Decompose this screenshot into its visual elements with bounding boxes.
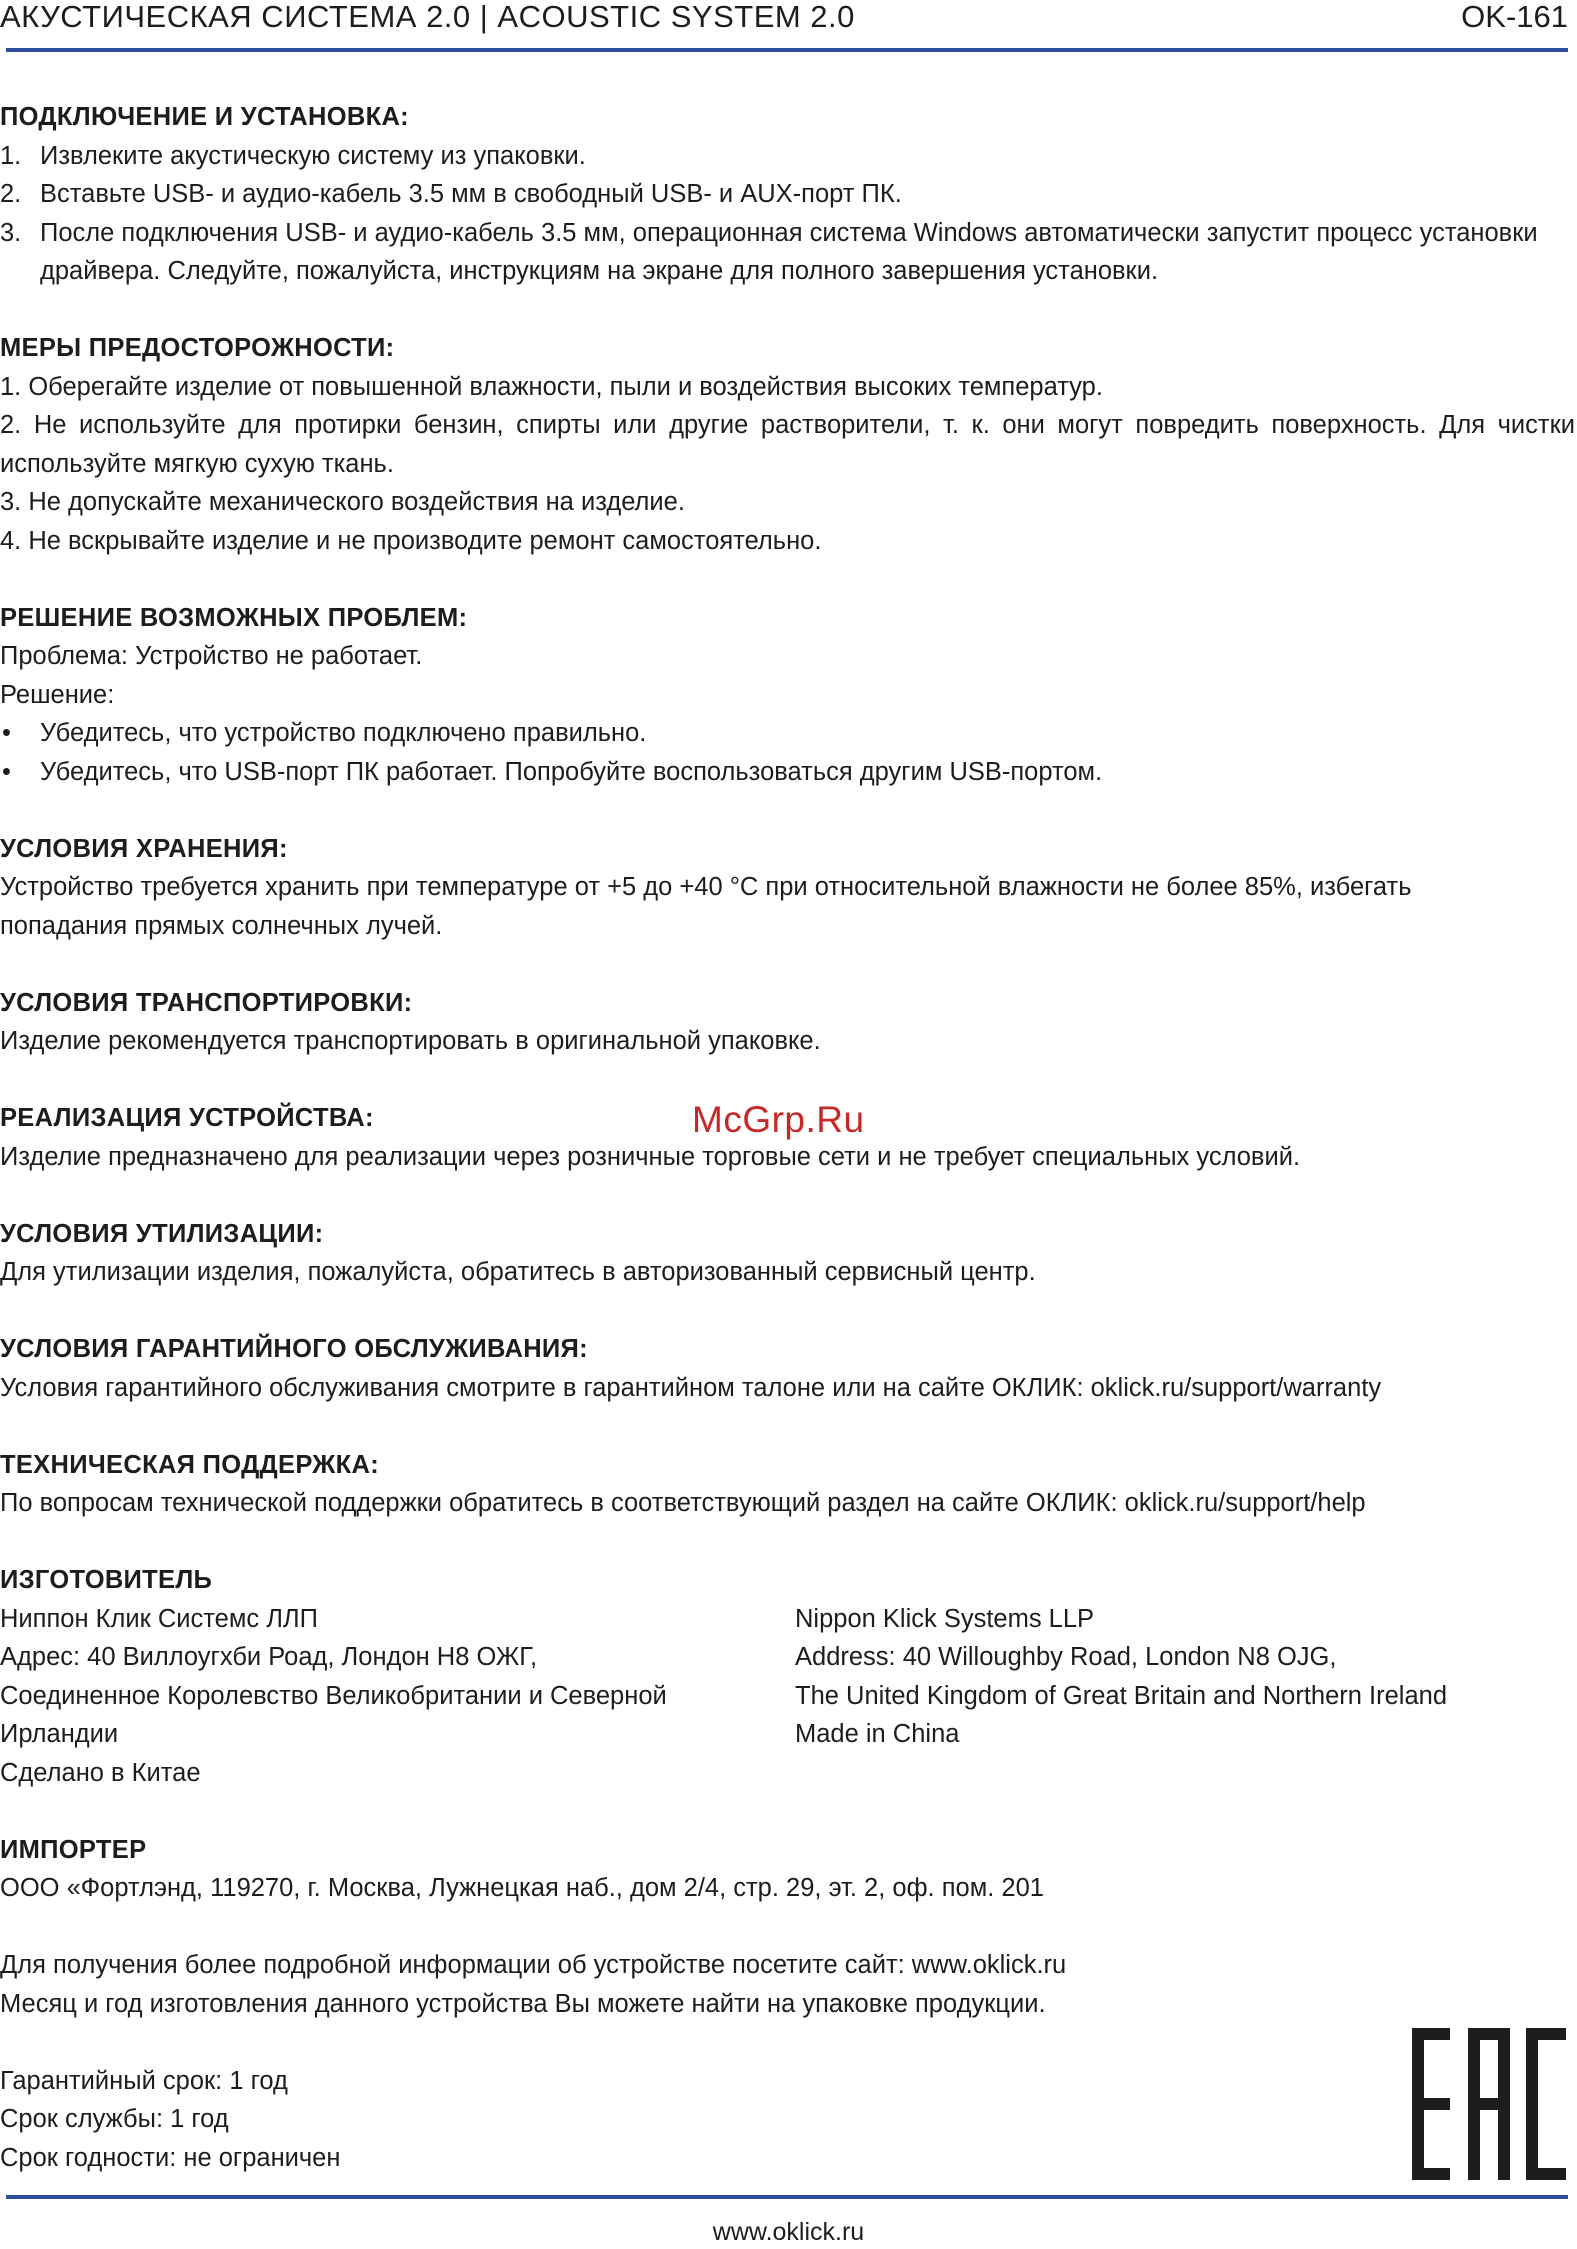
support-text: По вопросам технической поддержки обратитесь в соответствующий раздел на сайте ОКЛИК: oklick.ru/support/help [0,1489,1366,1517]
storage-section [0,830,1575,946]
page-header [0,0,1568,48]
manufacturer-ru [0,1600,795,1793]
warranty-text: Условия гарантийного обслуживания смотрите в гарантийном талоне или на сайте ОКЛИК: oklick.ru/support/warranty [0,1373,1382,1402]
install-section [0,98,1575,291]
manufacturer-line: Адрес: 40 Виллоугхби Роад, Лондон Н8 ОЖГ, [0,1643,538,1671]
transport-text: Изделие рекомендуется транспортировать в оригинальной упаковке. [0,1027,821,1055]
manufacturer-line: The United Kingdom of Great Britain and Northern Ireland [795,1681,1448,1710]
list-item [0,214,1575,291]
storage-text-line: попадания прямых солнечных лучей. [0,911,443,940]
manufacturer-line: Address: 40 Willoughby Road, London N8 OJG, [795,1643,1337,1671]
footer-divider [6,2195,1568,2199]
info-section [0,1946,1575,2023]
storage-text-line: Устройство требуется хранить при температуре от +5 до +40 °C при относительной влажности не более 85%, избегать [0,873,1412,901]
list-item [0,714,1575,753]
section-title: УСЛОВИЯ ГАРАНТИЙНОГО ОБСЛУЖИВАНИЯ: [0,1335,588,1363]
eac-mark-icon [1412,2028,1566,2180]
section-title: РЕШЕНИЕ ВОЗМОЖНЫХ ПРОБЛЕМ: [0,603,468,632]
disposal-section [0,1215,1575,1292]
warranty-period: Гарантийный срок: 1 год [0,2066,288,2095]
manufacturer-line: Ниппон Клик Системс ЛЛП [0,1604,318,1633]
list-item: 3. Не допускайте механического воздействия на изделие. [0,488,685,516]
model-number: OK-161 [1461,0,1568,34]
shelf-life: Срок годности: не ограничен [0,2143,341,2172]
item-text: Вставьте USB- и аудио-кабель 3.5 мм в свободный USB- и AUX-порт ПК. [40,180,902,208]
item-number: 3. [0,218,22,247]
list-item: 1. Оберегайте изделие от повышенной влажности, пыли и воздействия высоких температур. [0,372,1103,401]
list-item: 4. Не вскрывайте изделие и не производите ремонт самостоятельно. [0,526,822,555]
warranty-section [0,1330,1575,1407]
service-life: Срок службы: 1 год [0,2105,229,2133]
list-item [0,175,1575,214]
list-item [0,137,1575,176]
manufacturer-line: Nippon Klick Systems LLP [795,1604,1095,1633]
section-title: ТЕХНИЧЕСКАЯ ПОДДЕРЖКА: [0,1450,380,1479]
manufacturer-line: Ирландии [0,1720,119,1748]
importer-section [0,1831,1575,1908]
info-line: Месяц и год изготовления данного устройства Вы можете найти на упаковке продукции. [0,1989,1046,2018]
manufacturer-columns [0,1600,1575,1793]
info-line: Для получения более подробной информации об устройстве посетите сайт: www.oklick.ru [0,1951,1067,1979]
section-title: УСЛОВИЯ ХРАНЕНИЯ: [0,834,288,863]
disposal-text: Для утилизации изделия, пожалуйста, обратитесь в авторизованный сервисный центр. [0,1258,1036,1286]
section-title: УСЛОВИЯ ТРАНСПОРТИРОВКИ: [0,988,413,1017]
manufacturer-line: Made in China [795,1720,960,1748]
document-title: АКУСТИЧЕСКАЯ СИСТЕМА 2.0 | ACOUSTIC SYSTEM 2.0 [0,0,855,34]
item-text: Убедитесь, что USB-порт ПК работает. Попробуйте воспользоваться другим USB-портом. [40,757,1103,786]
problem-text: Проблема: Устройство не работает. [0,642,423,670]
item-text: Убедитесь, что устройство подключено правильно. [40,719,647,747]
footer-website: www.oklick.ru [712,2218,865,2246]
section-title: УСЛОВИЯ УТИЛИЗАЦИИ: [0,1219,324,1248]
troubleshooting-section [0,599,1575,792]
watermark: McGrp.Ru [692,1099,865,1140]
item-text: После подключения USB- и аудио-кабель 3.5 мм, операционная система Windows автоматически запустит процесс установки драйвера. Следуйте, пожалуйста, инструкциям на экране для полного завершения установки. [40,218,1538,285]
bullet-icon: • [2,719,11,747]
support-section [0,1446,1575,1523]
section-title: ИЗГОТОВИТЕЛЬ [0,1566,213,1594]
list-item [0,753,1575,792]
document-body [0,98,1575,2216]
sales-text: Изделие предназначено для реализации через розничные торговые сети и не требует специальных условий. [0,1142,1301,1171]
section-title: ИМПОРТЕР [0,1835,147,1864]
section-title: ПОДКЛЮЧЕНИЕ И УСТАНОВКА: [0,103,409,131]
header-divider [6,48,1568,52]
item-text: Извлеките акустическую систему из упаковки. [40,141,586,170]
item-number: 1. [0,141,22,170]
solution-label: Решение: [0,680,115,709]
precautions-section [0,329,1575,560]
item-number: 2. [0,180,22,208]
manufacturer-en [795,1600,1515,1793]
section-title: МЕРЫ ПРЕДОСТОРОЖНОСТИ: [0,334,395,362]
manufacturer-line: Сделано в Китае [0,1758,201,1787]
section-title: РЕАЛИЗАЦИЯ УСТРОЙСТВА: [0,1104,374,1132]
manufacturer-line: Соединенное Королевство Великобритании и Северной [0,1681,667,1710]
list-item: 2. Не используйте для протирки бензин, спирты или другие растворители, т. к. они могут повредить поверхность. Для чистки используйте мягкую сухую ткань. [0,411,1575,478]
manufacturer-section [0,1561,1575,1792]
transport-section [0,984,1575,1061]
install-steps [0,137,1575,291]
solution-list [0,714,1575,791]
bullet-icon: • [2,757,11,786]
terms-section [0,2062,1575,2178]
importer-text: ООО «Фортлэнд, 119270, г. Москва, Лужнецкая наб., дом 2/4, стр. 29, эт. 2, оф. пом. 201 [0,1874,1044,1902]
